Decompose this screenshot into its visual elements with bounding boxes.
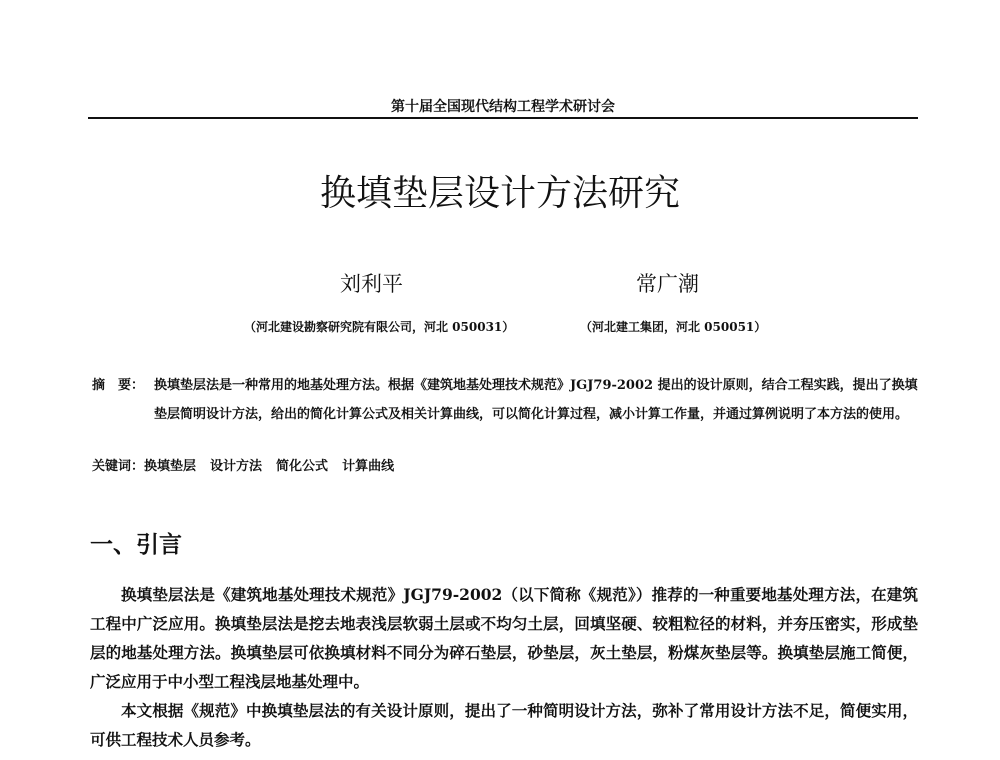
author-affiliation: （河北建工集团，河北 050051） <box>580 320 767 334</box>
author-affiliation: （河北建设勘察研究院有限公司，河北 050031） <box>244 320 515 334</box>
keywords-label: 关键词： <box>92 459 145 474</box>
paper-title: 换填垫层设计方法研究 <box>319 173 680 214</box>
section-heading: 一、引言 <box>90 532 182 558</box>
abstract-text: 换填垫层法是一种常用的地基处理方法。根据《建筑地基处理技术规范》JGJ79-2002 提出的设计原则，结合工程实践，提出了换填垫层简明设计方法，给出的简化计算公式及相关计算曲线，可以简化计算过程，减小计算工作量，并通过算例说明了本方法的使用。 <box>154 378 918 422</box>
header-rule <box>88 117 918 119</box>
body-paragraph: 换填垫层法是《建筑地基处理技术规范》JGJ79-2002（以下简称《规范》）推荐的一种重要地基处理方法，在建筑工程中广泛应用。换填垫层法是挖去地表浅层软弱土层或不均匀土层，回填坚硬、较粗粒径的材料，并夯压密实，形成垫层的地基处理方法。换填垫层可依换填材料不同分为碎石垫层，砂垫层，灰土垫层，粉煤灰垫层等。换填垫层施工简便，广泛应用于中小型工程浅层地基处理中。 <box>90 585 918 691</box>
keyword: 换填垫层 <box>144 459 197 474</box>
keyword: 计算曲线 <box>342 459 395 474</box>
keyword: 简化公式 <box>276 459 329 474</box>
abstract-label: 摘 要： <box>92 378 145 393</box>
keywords <box>92 455 920 479</box>
author-name: 刘利平 <box>340 272 403 296</box>
section-body <box>90 580 918 754</box>
keyword: 设计方法 <box>210 459 263 474</box>
author-name: 常广潮 <box>636 272 699 296</box>
abstract <box>92 371 920 429</box>
body-paragraph: 本文根据《规范》中换填垫层法的有关设计原则，提出了一种简明设计方法，弥补了常用设计方法不足，简便实用，可供工程技术人员参考。 <box>90 701 918 749</box>
running-head: 第十届全国现代结构工程学术研讨会 <box>391 99 615 115</box>
